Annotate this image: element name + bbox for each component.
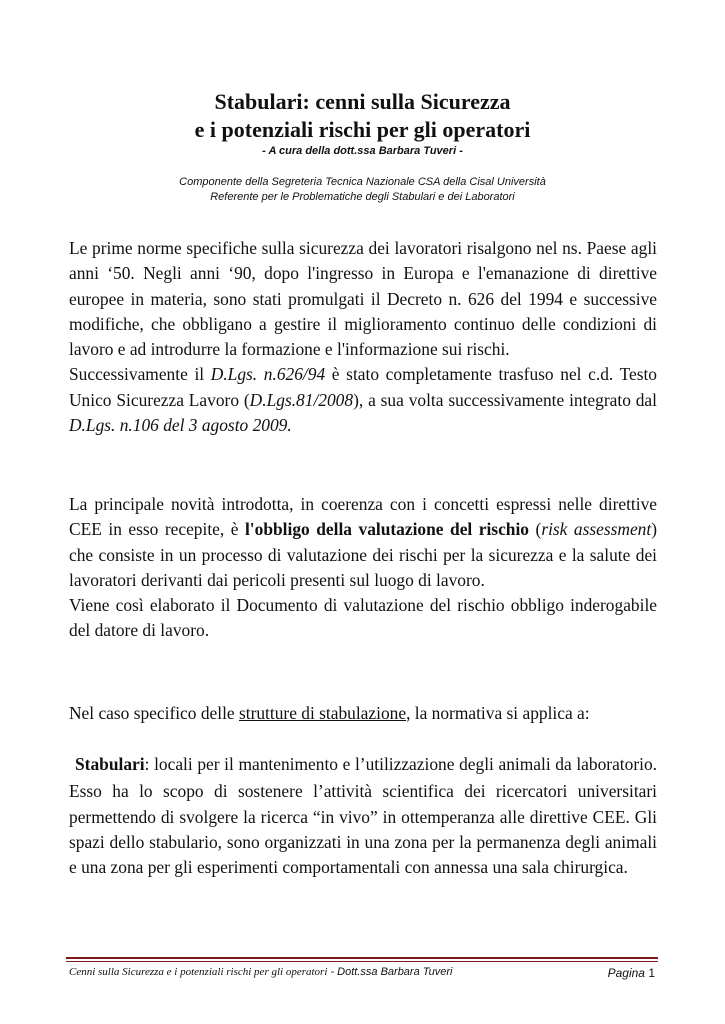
footer-rule-thin: [66, 961, 658, 962]
footer-doc-title: Cenni sulla Sicurezza e i potenziali rischi per gli operatori: [69, 966, 328, 978]
paragraph-risk: [69, 492, 657, 593]
page-label: Pagina: [607, 966, 645, 980]
footer-rule: [66, 957, 658, 959]
section-intro: [69, 236, 657, 438]
bold-term: l'obbligo della valutazione del rischio: [244, 519, 529, 540]
text-run: ) che consiste in un processo di valutazione dei rischi per la sicurezza e la salute dei lavoratori derivanti dai pericoli presenti sul luogo di lavoro.: [69, 519, 657, 590]
footer-title: [69, 966, 453, 978]
author-line: - A cura della dott.ssa Barbara Tuveri -: [262, 145, 463, 157]
affiliation-line-1: Componente della Segreteria Tecnica Nazionale CSA della Cisal Università: [179, 176, 546, 188]
section-stabulari: [69, 752, 657, 880]
footer-author: - Dott.ssa Barbara Tuveri: [327, 966, 453, 978]
page-number-value: 1: [648, 966, 655, 980]
paragraph-document: Viene così elaborato il Documento di valutazione del rischio obbligo inderogabile del datore di lavoro.: [69, 595, 657, 641]
paragraph-stabulari: [69, 752, 657, 880]
paragraph-intro: Le prime norme specifiche sulla sicurezza dei lavoratori risalgono nel ns. Paese agli anni ‘50. Negli anni ‘90, dopo l'ingresso in Europa e l'emanazione di direttive europee in materia, sono stati promulgati il Decreto n. 626 del 1994 e successive modifiche, che obbligano a gestire il miglioramento continuo delle condizioni di lavoro e ad introdurre la formazione e l'informazione sui rischi.: [69, 238, 657, 360]
text-run: Successivamente il: [69, 364, 211, 385]
affiliation-line-2: Referente per le Problematiche degli Stabulari e dei Laboratori: [210, 191, 515, 203]
section-scope: [69, 701, 657, 726]
page-number: [608, 966, 655, 980]
text-run: Nel caso specifico delle: [69, 703, 239, 723]
underlined-term: strutture di stabulazione: [238, 703, 407, 723]
law-reference: D.Lgs.81/2008: [249, 389, 354, 410]
text-run: ), a sua volta successivamente integrato dal: [353, 389, 657, 410]
text-run: è stato completamente trasfuso nel c.d. Testo Unico Sicurezza Lavoro (: [69, 364, 658, 410]
text-run: , la normativa si applica a:: [406, 703, 590, 723]
law-reference: D.Lgs. n.626/94: [210, 364, 326, 385]
text-run: : locali per il mantenimento e l’utilizzazione degli animali da laboratorio. Esso ha lo scopo di sostenere l’attività scientifica dei ricercatori universitari permettendo di svolgere la ricerca “in vivo” in ottemperanza alle direttive CEE. Gli spazi dello stabulario, sono organizzati in una zona per la permanenza degli animali e una zona per gli esperimenti comportamentali con annessa una sala chirurgica.: [69, 754, 657, 878]
italic-term: risk assessment: [541, 519, 652, 540]
section-risk-assessment: [69, 492, 657, 644]
text-run: (: [529, 519, 542, 540]
title-line-1: Stabulari: cenni sulla Sicurezza: [214, 89, 511, 114]
law-reference: D.Lgs. n.106 del 3 agosto 2009.: [69, 415, 292, 436]
text-run: La principale novità introdotta, in coerenza con i concetti espressi nelle direttive CEE in esso recepite, è: [69, 494, 657, 540]
paragraph-scope: [69, 701, 657, 726]
title-line-2: e i potenziali rischi per gli operatori: [194, 117, 531, 142]
paragraph-legislation: [69, 362, 657, 438]
bold-term: Stabulari: [75, 754, 145, 774]
